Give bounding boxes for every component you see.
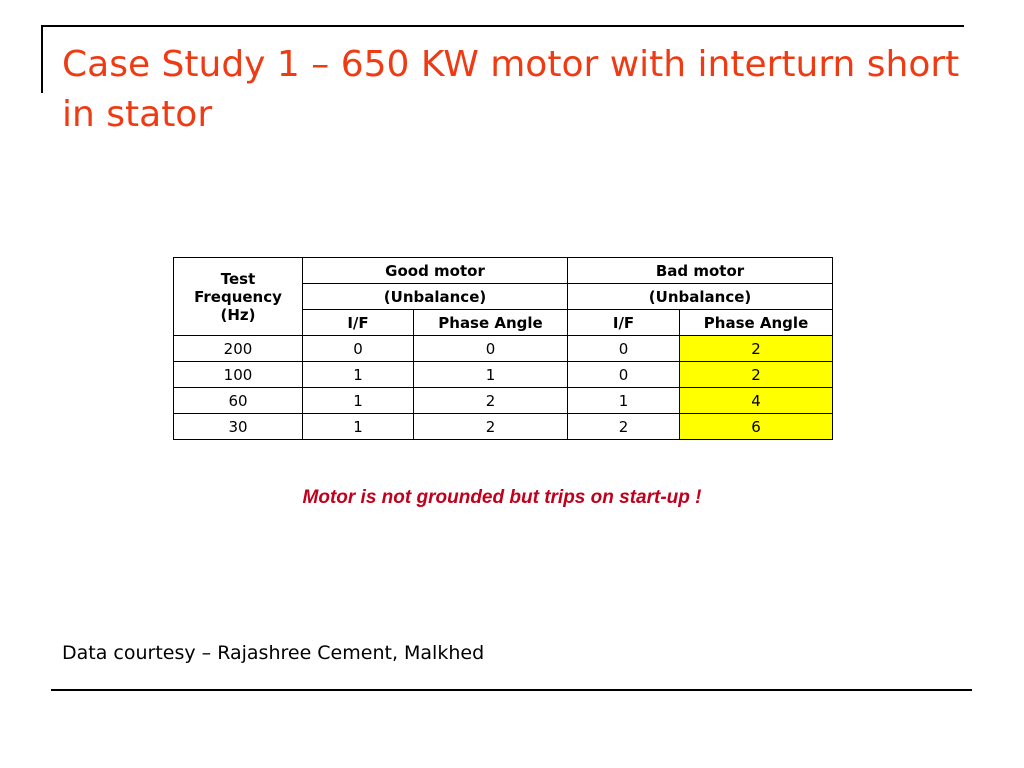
- bad-if-cell: 0: [568, 336, 680, 362]
- good-phase-angle-cell: 0: [414, 336, 568, 362]
- good-unbalance-header: (Unbalance): [303, 284, 568, 310]
- good-phase-angle-cell: 2: [414, 414, 568, 440]
- freq-cell: 60: [174, 388, 303, 414]
- table-row: [174, 414, 833, 440]
- table-row: [174, 388, 833, 414]
- freq-cell: 100: [174, 362, 303, 388]
- bad-phase-angle-cell: 2: [680, 336, 833, 362]
- good-if-header: I/F: [303, 310, 414, 336]
- left-rule: [41, 25, 43, 93]
- good-phase-angle-header: Phase Angle: [414, 310, 568, 336]
- header-line: (Hz): [220, 305, 256, 324]
- freq-cell: 200: [174, 336, 303, 362]
- bad-if-cell: 2: [568, 414, 680, 440]
- good-if-cell: 1: [303, 362, 414, 388]
- header-line: Frequency: [194, 287, 282, 306]
- trip-note: Motor is not grounded but trips on start-up !: [302, 487, 702, 508]
- bad-phase-angle-cell: 2: [680, 362, 833, 388]
- bad-motor-header: Bad motor: [568, 258, 833, 284]
- good-if-cell: 1: [303, 388, 414, 414]
- data-courtesy: Data courtesy – Rajashree Cement, Malkhed: [62, 642, 485, 664]
- slide-title: Case Study 1 – 650 KW motor with interturn short in stator: [62, 44, 960, 135]
- good-motor-header: Good motor: [303, 258, 568, 284]
- table-row: [174, 362, 833, 388]
- bad-phase-angle-cell: 6: [680, 414, 833, 440]
- freq-cell: 30: [174, 414, 303, 440]
- bad-phase-angle-header: Phase Angle: [680, 310, 833, 336]
- bad-if-header: I/F: [568, 310, 680, 336]
- motor-test-table: [173, 257, 833, 440]
- good-if-cell: 1: [303, 414, 414, 440]
- bad-if-cell: 1: [568, 388, 680, 414]
- good-if-cell: 0: [303, 336, 414, 362]
- bad-phase-angle-cell: 4: [680, 388, 833, 414]
- top-rule: [43, 25, 964, 27]
- bad-unbalance-header: (Unbalance): [568, 284, 833, 310]
- test-frequency-header: [174, 258, 303, 336]
- table-header-row: [174, 258, 833, 284]
- good-phase-angle-cell: 2: [414, 388, 568, 414]
- bottom-rule: [51, 689, 972, 691]
- table-row: [174, 336, 833, 362]
- header-line: Test: [220, 269, 256, 288]
- good-phase-angle-cell: 1: [414, 362, 568, 388]
- bad-if-cell: 0: [568, 362, 680, 388]
